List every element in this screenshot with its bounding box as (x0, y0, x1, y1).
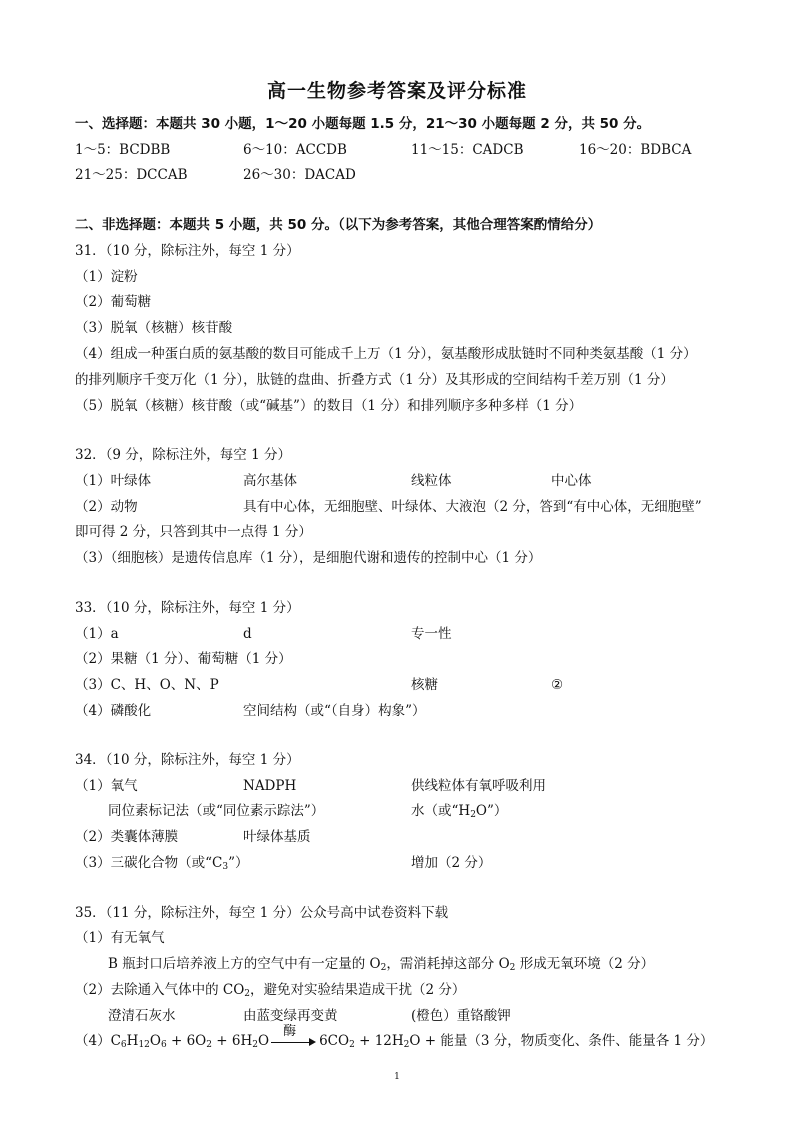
q34-r2-c2: 叶绿体基质 (243, 829, 311, 845)
answer-group-1: 1～5：BCDBB (75, 142, 171, 158)
eq-t3: O (149, 1033, 161, 1049)
q33-row-1 (75, 625, 735, 643)
eq-s5: 2 (252, 1040, 258, 1050)
water-text-2: O”） (475, 803, 508, 819)
q34-row-1 (75, 777, 735, 795)
section1-heading: 一、选择题：本题共 30 小题，1～20 小题每题 1.5 分，21～30 小题每题 2 分，共 50 分。 (75, 116, 651, 132)
eq-t5: + 6H (212, 1033, 253, 1049)
q33-row-3 (75, 676, 735, 694)
enzyme-label: 酶 (283, 1023, 297, 1039)
q31-answer-1: （1）淀粉 (75, 269, 138, 285)
q34-r1b-c1: 同位素标记法（或“同位素示踪法”） (108, 803, 325, 819)
q34-r1b-c2 (411, 802, 507, 824)
q34-r1-c3: 供线粒体有氧呼吸利用 (411, 778, 546, 794)
water-text-1: 水（或“H (411, 803, 471, 819)
q31-answer-4-line1: （4）组成一种蛋白质的氨基酸的数目可能成千上万（1 分），氨基酸形成肽链时不同种类氨基酸（1 分） (75, 346, 697, 362)
q33-r3-c3: ② (551, 677, 564, 693)
eq-t9: O + 能量（3 分，物质变化、条件、能量各 1 分） (409, 1033, 714, 1049)
eq-s7: 2 (403, 1040, 410, 1050)
q31-answer-4-line2: 的排列顺序千变万化（1 分），肽链的盘曲、折叠方式（1 分）及其形成的空间结构千差万别（1 分） (75, 372, 674, 388)
eq-t4: + 6O (166, 1033, 207, 1049)
water-subscript: 2 (470, 810, 476, 820)
q34-r1-c1: （1）氧气 (75, 778, 138, 794)
q34-row-3 (75, 854, 735, 872)
q34-r1-c2: NADPH (243, 778, 297, 794)
eq-t1: （4）C (75, 1033, 121, 1049)
q34-r3-c1 (75, 854, 248, 876)
eq-s1: 6 (120, 1040, 127, 1050)
q35-r1b-t2: ，需消耗掉这部分 O (386, 956, 510, 972)
q35-row-4-equation (75, 1023, 714, 1054)
q34-r2-c1: （2）类囊体薄膜 (75, 829, 179, 845)
q35-r3-c3: (橙色）重铬酸钾 (411, 1008, 511, 1024)
q32-header: 32．（9 分，除标注外，每空 1 分） (75, 447, 291, 463)
q35-row-3 (75, 1007, 735, 1025)
q35-row-1b (108, 955, 654, 977)
eq-s2: 12 (138, 1040, 150, 1050)
answers-row-2 (75, 166, 735, 184)
eq-t6: O (258, 1033, 270, 1049)
q32-row-3: （3）（细胞核）是遗传信息库（1 分），是细胞代谢和遗传的控制中心（1 分） (75, 550, 542, 566)
q33-r4-c2: 空间结构（或“（自身）构象”） (243, 703, 426, 719)
q32-r1-c1: （1）叶绿体 (75, 473, 152, 489)
c3-text-2: ”） (228, 855, 249, 871)
q33-r1-c1: （1）a (75, 626, 119, 642)
q35-r2-t1: （2）去除通入气体中的 CO (75, 982, 245, 998)
q35-r1b-t3: 形成无氧环境（2 分） (515, 956, 655, 972)
q35-header: 35．（11 分，除标注外，每空 1 分）公众号高中试卷资料下载 (75, 905, 449, 921)
eq-s3: 6 (160, 1040, 167, 1050)
q32-r1-c4: 中心体 (551, 473, 592, 489)
answers-row-1 (75, 141, 735, 159)
page-title: 高一生物参考答案及评分标准 (266, 80, 527, 102)
q31-answer-5: （5）脱氧（核糖）核苷酸（或“碱基”）的数目（1 分）和排列顺序多种多样（1 分） (75, 398, 583, 414)
q35-row-1: （1）有无氧气 (75, 930, 165, 946)
q33-r1-c2: d (243, 626, 252, 642)
q32-r2-c1: （2）动物 (75, 499, 138, 515)
q33-row-2: （2）果糖（1 分）、葡萄糖（1 分） (75, 651, 292, 667)
q32-row-2-continued: 即可得 2 分，只答到其中一点得 1 分） (75, 524, 312, 540)
q33-r4-c1: （4）磷酸化 (75, 703, 152, 719)
q33-header: 33．（10 分，除标注外，每空 1 分） (75, 600, 300, 616)
c3-subscript: 3 (222, 862, 229, 872)
q35-r2-t2: ，避免对实验结果造成干扰（2 分） (250, 982, 466, 998)
eq-s4: 2 (206, 1040, 212, 1050)
q35-r3-c2: 由蓝变绿再变黄 (243, 1008, 338, 1024)
q33-r1-c3: 专一性 (411, 626, 452, 642)
section2-heading: 二、非选择题：本题共 5 小题，共 50 分。（以下为参考答案，其他合理答案酌情给分） (75, 217, 602, 233)
q34-row-2 (75, 828, 735, 846)
q33-r3-c2: 核糖 (411, 677, 438, 693)
answer-group-2: 6～10：ACCDB (243, 142, 347, 158)
q34-r3-c2: 增加（2 分） (411, 855, 492, 871)
q33-row-4 (75, 702, 735, 720)
q31-answer-3: （3）脱氧（核糖）核苷酸 (75, 320, 233, 336)
eq-t8: + 12H (354, 1033, 404, 1049)
q32-r2-c2: 具有中心体，无细胞壁、叶绿体、大液泡（2 分，答到“有中心体，无细胞壁” (243, 499, 702, 515)
q35-r3-c1: 澄清石灰水 (108, 1008, 176, 1024)
q32-r1-c3: 线粒体 (411, 473, 452, 489)
answer-group-4: 16～20：BDBCA (579, 142, 692, 158)
q35-r1b-t1: B 瓶封口后培养液上方的空气中有一定量的 O (108, 956, 381, 972)
q34-header: 34．（10 分，除标注外，每空 1 分） (75, 752, 300, 768)
c3-text-1: （3）三碳化合物（或“C (75, 855, 223, 871)
answer-group-5: 21～25：DCCAB (75, 167, 188, 183)
q35-r1b-s2: 2 (509, 963, 516, 973)
q32-row-2 (75, 498, 735, 516)
q31-answer-2: （2）葡萄糖 (75, 294, 152, 310)
eq-t7: 6CO (319, 1033, 350, 1049)
eq-s6: 2 (349, 1040, 355, 1050)
q35-r2-s: 2 (244, 989, 251, 999)
reaction-arrow-icon (271, 1023, 317, 1049)
q33-r3-c1: （3）C、H、O、N、P (75, 677, 219, 693)
q31-header: 31．（10 分，除标注外，每空 1 分） (75, 243, 300, 259)
q32-r1-c2: 高尔基体 (243, 473, 297, 489)
eq-t2: H (126, 1033, 139, 1049)
q35-r1b-s1: 2 (380, 963, 387, 973)
q35-row-2 (75, 981, 465, 1003)
answer-group-3: 11～15：CADCB (411, 142, 524, 158)
q32-row-1 (75, 472, 735, 490)
page-number: 1 (394, 1072, 400, 1082)
q34-row-1b (75, 802, 735, 820)
answer-group-6: 26～30：DACAD (243, 167, 356, 183)
